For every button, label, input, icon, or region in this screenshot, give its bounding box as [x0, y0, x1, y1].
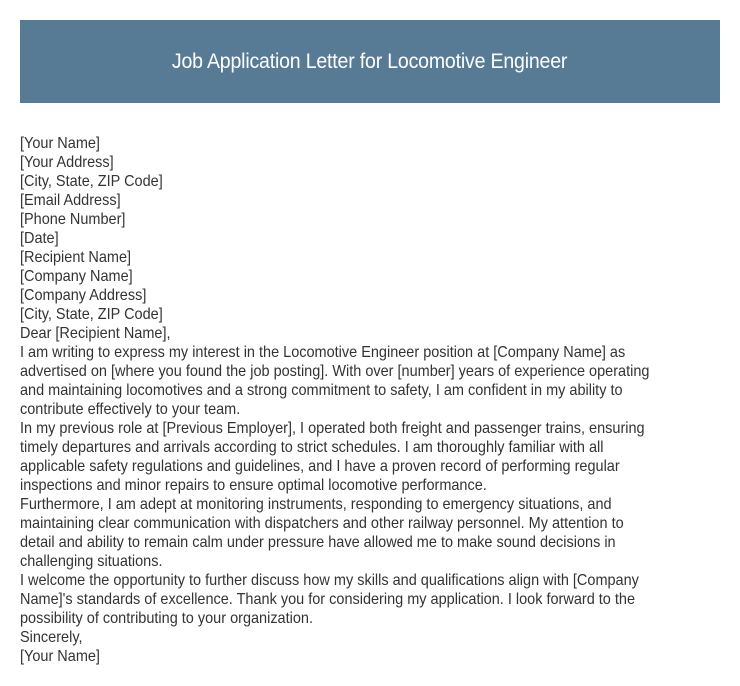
signature: [Your Name]: [20, 648, 100, 665]
paragraph-closing: [20, 571, 730, 628]
paragraph-line: and maintaining locomotives and a strong commitment to safety, I am confident in my ability to: [20, 382, 623, 399]
paragraph-line: challenging situations.: [20, 553, 163, 570]
paragraph-line: contribute effectively to your team.: [20, 401, 241, 418]
paragraph-line: Name]'s standards of excellence. Thank you for considering my application. I look forward to the: [20, 591, 636, 608]
sender-city-state-zip: [City, State, ZIP Code]: [20, 173, 163, 190]
paragraph-experience: [20, 419, 730, 495]
sender-address: [Your Address]: [20, 154, 114, 171]
recipient-city-state-zip: [City, State, ZIP Code]: [20, 306, 163, 323]
paragraph-introduction: [20, 343, 730, 419]
paragraph-line: Furthermore, I am adept at monitoring instruments, responding to emergency situations, and: [20, 496, 612, 513]
recipient-company-address: [Company Address]: [20, 287, 147, 304]
paragraph-line: detail and ability to remain calm under pressure have allowed me to make sound decisions in: [20, 534, 616, 551]
paragraph-line: possibility of contributing to your organization.: [20, 610, 313, 627]
recipient-block: [20, 248, 730, 324]
sender-email: [Email Address]: [20, 192, 121, 209]
recipient-company: [Company Name]: [20, 268, 133, 285]
paragraph-line: timely departures and arrivals according to strict schedules. I am thoroughly familiar with all: [20, 439, 604, 456]
paragraph-line: maintaining clear communication with dispatchers and other railway personnel. My attention to: [20, 515, 624, 532]
page-title: Job Application Letter for Locomotive Engineer: [172, 49, 568, 73]
sender-phone: [Phone Number]: [20, 211, 126, 228]
letter-body: [20, 134, 730, 666]
paragraph-line: applicable safety regulations and guidelines, and I have a proven record of performing regular: [20, 458, 620, 475]
recipient-name: [Recipient Name]: [20, 249, 132, 266]
sender-block: [20, 134, 730, 229]
closing: Sincerely,: [20, 629, 83, 646]
paragraph-line: inspections and minor repairs to ensure optimal locomotive performance.: [20, 477, 487, 494]
paragraph-line: I am writing to express my interest in the Locomotive Engineer position at [Company Name] as: [20, 344, 626, 361]
salutation: Dear [Recipient Name],: [20, 325, 171, 342]
paragraph-skills: [20, 495, 730, 571]
paragraph-line: I welcome the opportunity to further discuss how my skills and qualifications align with [Company: [20, 572, 639, 589]
sender-name: [Your Name]: [20, 135, 100, 152]
paragraph-line: In my previous role at [Previous Employer], I operated both freight and passenger trains, ensuring: [20, 420, 645, 437]
page-header: [20, 20, 720, 103]
letter-date: [Date]: [20, 230, 59, 247]
paragraph-line: advertised on [where you found the job posting]. With over [number] years of experience operating: [20, 363, 650, 380]
